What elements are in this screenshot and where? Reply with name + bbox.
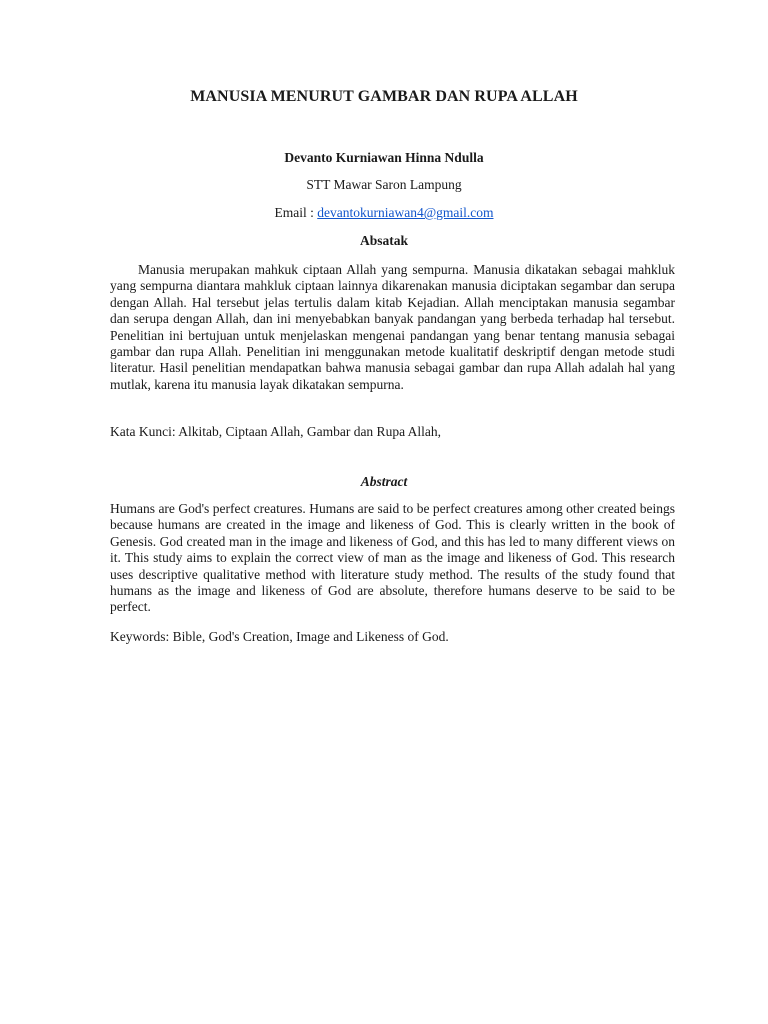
abstrak-keywords: Kata Kunci: Alkitab, Ciptaan Allah, Gambar dan Rupa Allah, xyxy=(110,424,442,439)
author-affiliation: STT Mawar Saron Lampung xyxy=(306,177,462,192)
author-name: Devanto Kurniawan Hinna Ndulla xyxy=(284,150,484,165)
abstract-body: Humans are God's perfect creatures. Humans are said to be perfect creatures among other created beings because humans are created in the image and likeness of God. This is clearly written in the book of Genesis. God created man in the image and likeness of God, and this has led to many different views on it. This study aims to explain the correct view of man as the image and likeness of God. This research uses descriptive qualitative method with literature study method. The results of the study found that humans as the image and likeness of God are absolute, therefore humans deserve to be said to be perfect. xyxy=(110,501,675,615)
email-link[interactable]: devantokurniawan4@gmail.com xyxy=(317,205,494,220)
email-label: Email : xyxy=(274,205,318,220)
email-line xyxy=(0,205,768,221)
abstract-heading: Abstract xyxy=(360,474,408,489)
paper-title: MANUSIA MENURUT GAMBAR DAN RUPA ALLAH xyxy=(190,88,578,105)
abstrak-body: Manusia merupakan mahkuk ciptaan Allah yang sempurna. Manusia dikatakan sebagai mahkluk yang sempurna diantara mahkluk ciptaan lainnya dikarenakan manusia diciptakan segambar dan serupa dengan Allah. Hal tersebut jelas tertulis dalam kitab Kejadian. Allah menciptakan manusia segambar dan serupa dengan Allah, dan ini menyebabkan banyak pandangan yang berbeda terhadap hal tersebut. Penelitian ini bertujuan untuk menjelaskan mengenai pandangan yang benar tentang manusia sebagai gambar dan rupa Allah. Penelitian ini menggunakan metode kualitatif deskriptif dengan metode studi literatur. Hasil penelitian mendapatkan bahwa manusia sebagai gambar dan rupa Allah adalah hal yang mutlak, karena itu manusia layak dikatakan sempurna. xyxy=(110,262,675,392)
abstrak-heading: Absatak xyxy=(359,233,408,248)
abstract-keywords: Keywords: Bible, God's Creation, Image and Likeness of God. xyxy=(110,629,449,644)
